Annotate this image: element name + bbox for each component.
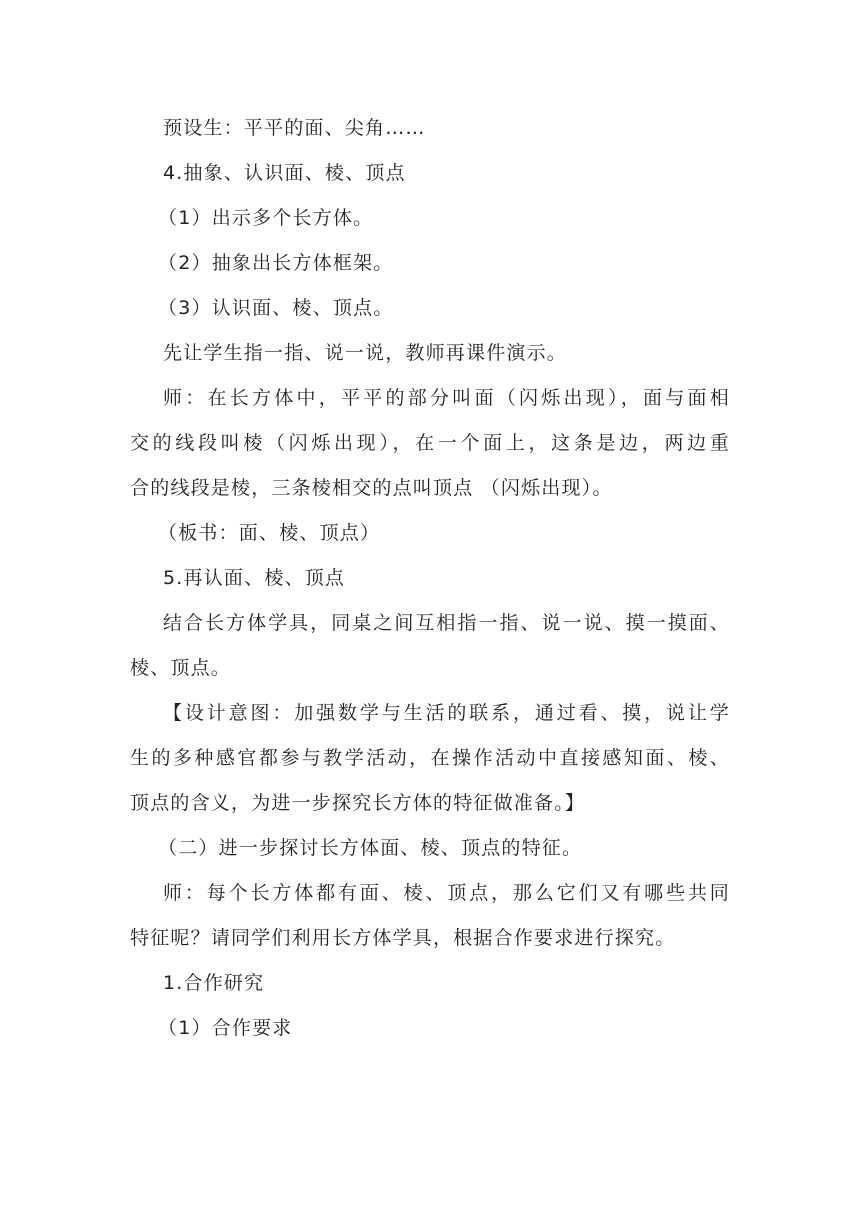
paragraph-preset-answer: 预设生：平平的面、尖角…… — [163, 117, 426, 139]
document-body — [130, 106, 730, 1051]
paragraph-teacher-line-2: 交的线段叫棱（闪烁出现），在一个面上，这条是边，两边重 — [130, 432, 730, 454]
paragraph-teacher-question-line-1: 师：每个长方体都有面、棱、顶点，那么它们又有哪些共同 — [163, 882, 730, 904]
list-item-show-cuboids: （1）出示多个长方体。 — [158, 207, 374, 229]
heading-recognize-again: 5.再认面、棱、顶点 — [163, 567, 346, 589]
paragraph-board-writing: （板书：面、棱、顶点） — [158, 522, 381, 544]
paragraph-design-intent-line-1: 【设计意图：加强数学与生活的联系，通过看、摸，说让学 — [163, 702, 730, 724]
paragraph-student-point: 先让学生指一指、说一说，教师再课件演示。 — [163, 342, 568, 364]
paragraph-teacher-line-3: 合的线段是棱，三条棱相交的点叫顶点 （闪烁出现）。 — [130, 477, 613, 499]
paragraph-teacher-line-1: 师：在长方体中，平平的部分叫面（闪烁出现），面与面相 — [163, 387, 730, 409]
list-item-abstract-frame: （2）抽象出长方体框架。 — [158, 252, 394, 274]
paragraph-design-intent-line-2: 生的多种感官都参与教学活动，在操作活动中直接感知面、棱、 — [130, 747, 730, 769]
list-item-cooperation-requirements: （1）合作要求 — [158, 1017, 293, 1039]
paragraph-desk-mates-line-2: 棱、顶点。 — [130, 657, 232, 679]
paragraph-teacher-question-line-2: 特征呢？请同学们利用长方体学具，根据合作要求进行探究。 — [130, 927, 676, 949]
heading-cooperative-research: 1.合作研究 — [163, 972, 265, 994]
paragraph-desk-mates-line-1: 结合长方体学具，同桌之间互相指一指、说一说、摸一摸面、 — [163, 612, 730, 634]
list-item-recognize-parts: （3）认识面、棱、顶点。 — [158, 297, 394, 319]
paragraph-design-intent-line-3: 顶点的含义，为进一步探究长方体的特征做准备。】 — [130, 792, 586, 814]
heading-abstract-faces-edges-vertices: 4.抽象、认识面、棱、顶点 — [163, 162, 406, 184]
heading-further-explore: （二）进一步探讨长方体面、棱、顶点的特征。 — [158, 837, 583, 859]
